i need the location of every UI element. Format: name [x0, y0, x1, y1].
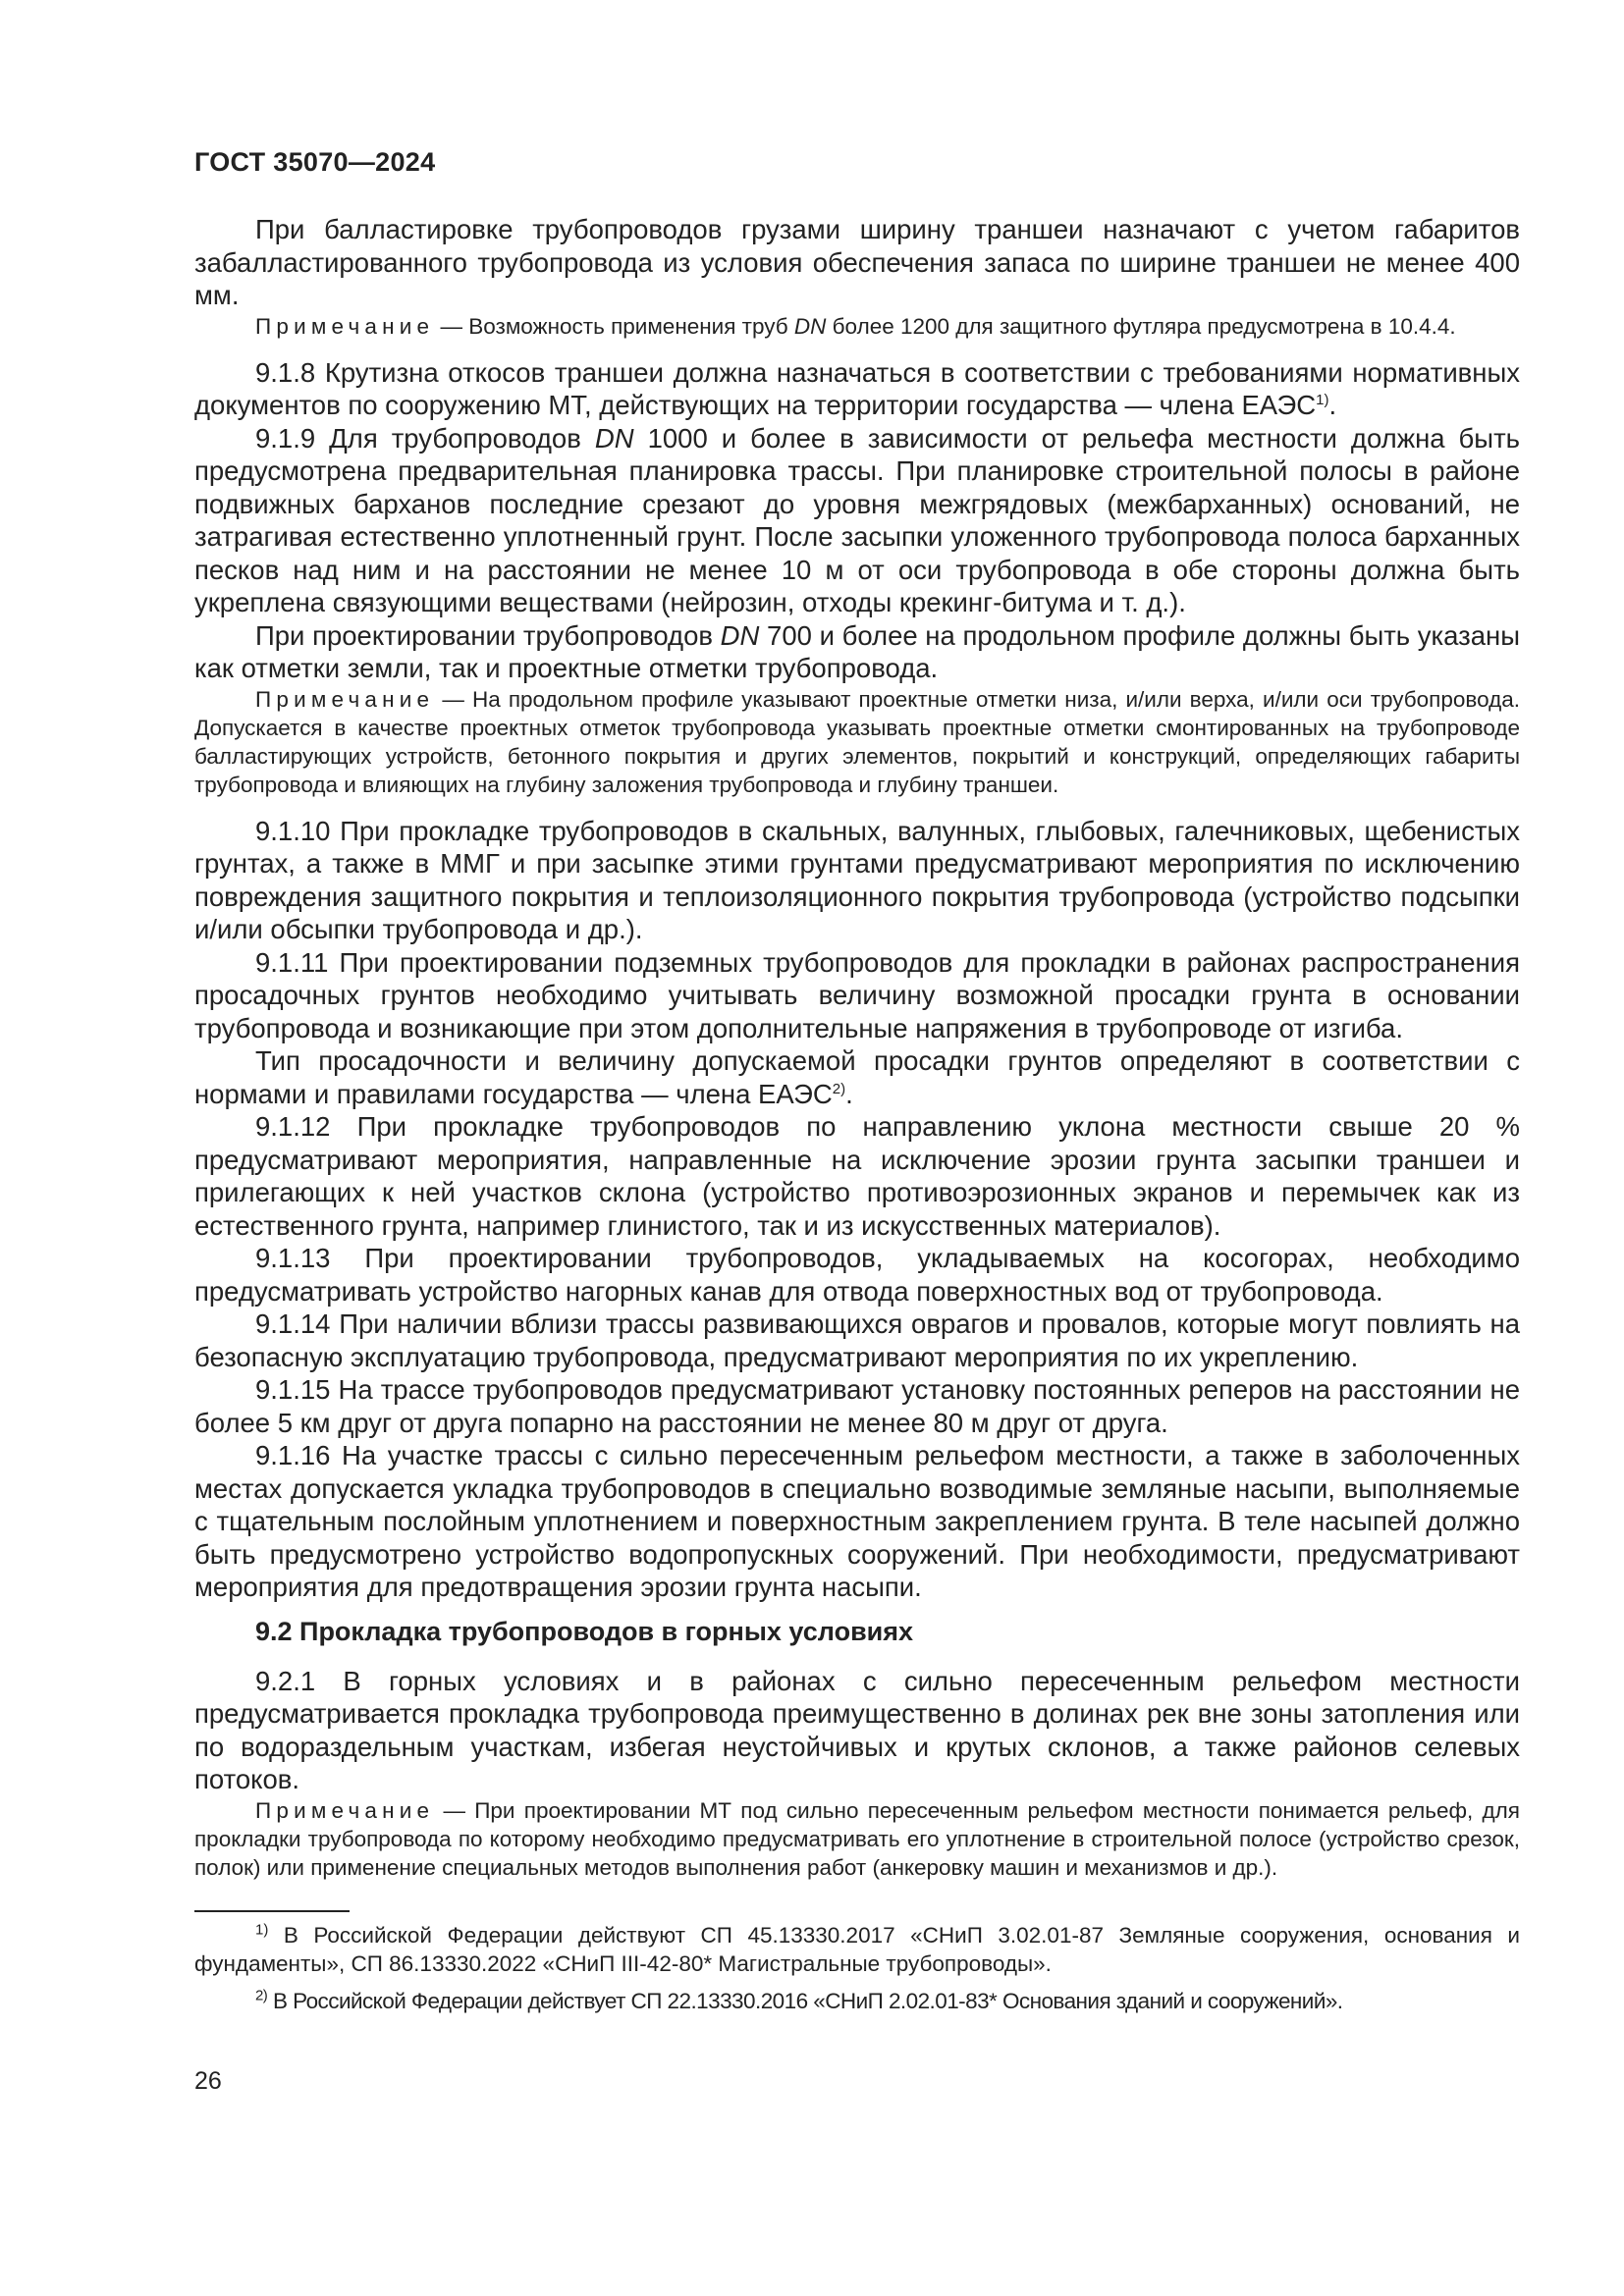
- paragraph-9-1-16: 9.1.16 На участке трассы с сильно пересеченным рельефом местности, а также в заболоченных местах допускается укладка трубопроводов в специально возводимые земляные насыпи, выполняемые с тщательным послойным уплотнением и поверхностным закреплением грунта. В теле насыпей должно быть предусмотрено устройство водопропускных сооружений. При необходимости, предусматривают мероприятия для предотвращения эрозии грунта насыпи.: [194, 1440, 1520, 1602]
- footnote-ref-1: 1): [1316, 391, 1329, 408]
- paragraph-ballast: При балластировке трубопроводов грузами ширину траншеи назначают с учетом габаритов забалластированного трубопровода из условия обеспечения запаса по ширине траншеи не менее 400 мм.: [194, 214, 1520, 310]
- paragraph-subsidence-type: Тип просадочности и величину допускаемой просадки грунтов определяют в соответствии с нормами и правилами государства — члена ЕАЭС$^{2)}$.: [194, 1045, 1520, 1109]
- page-number: 26: [194, 2067, 222, 2095]
- paragraph-9-1-8: 9.1.8 Крутизна откосов траншеи должна назначаться в соответствии с требованиями нормативных документов по сооружению МТ, действующих на территории государства — члена ЕАЭС$^{1)}$.: [194, 356, 1520, 420]
- note-label: Примечание: [255, 686, 435, 712]
- paragraph-9-1-13: 9.1.13 При проектировании трубопроводов, укладываемых на косогорах, необходимо предусматривать устройство нагорных канав для отвода поверхностных вод от трубопровода.: [194, 1243, 1520, 1307]
- paragraph-9-1-9: 9.1.9 Для трубопроводов DN 1000 и более в зависимости от рельефа местности должна быть предусмотрена предварительная планировка трассы. При планировке строительной полосы в районе подвижных барханов последние срезают до уровня межгрядовых (межбарханных) оснований, не затрагивая естественно уплотненный грунт. После засыпки уложенного трубопровода полоса барханных песков над ним и на расстоянии не менее 10 м от оси трубопровода в обе стороны должна быть укреплена связующими веществами (нейрозин, отходы крекинг-битума и т. д.).: [194, 422, 1521, 617]
- paragraph-9-1-11: 9.1.11 При проектировании подземных трубопроводов для прокладки в районах распространения просадочных грунтов необходимо учитывать величину возможной просадки грунта в основании трубопровода и возникающие при этом дополнительные напряжения в трубопроводе от изгиба.: [194, 946, 1520, 1043]
- note-label: Примечание: [255, 313, 435, 339]
- document-page: [194, 147, 1520, 2024]
- paragraph-9-1-15: 9.1.15 На трассе трубопроводов предусматривают установку постоянных реперов на расстоянии не более 5 км друг от друга попарно на расстоянии не менее 80 м друг от друга.: [194, 1374, 1520, 1438]
- paragraph-9-1-14: 9.1.14 При наличии вблизи трассы развивающихся оврагов и провалов, которые могут повлиять на безопасную эксплуатацию трубопровода, предусматривают мероприятия по их укреплению.: [194, 1308, 1520, 1372]
- paragraph-profile: При проектировании трубопроводов DN 700 и более на продольном профиле должны быть указаны как отметки земли, так и проектные отметки трубопровода.: [194, 619, 1521, 683]
- document-header: ГОСТ 35070—2024: [194, 147, 436, 177]
- paragraph-9-1-10: 9.1.10 При прокладке трубопроводов в скальных, валунных, глыбовых, галечниковых, щебенистых грунтах, а также в ММГ и при засыпке этими грунтами предусматривают мероприятия по исключению повреждения защитного покрытия и теплоизоляционного покрытия трубопровода (устройство подсыпки и/или обсыпки трубопровода и др.).: [194, 815, 1520, 944]
- note-rugged-terrain: Примечание — При проектировании МТ под сильно пересеченным рельефом местности понимается рельеф, для прокладки трубопровода по которому необходимо предусматривать его уплотнение в строительной полосе (устройство срезок, полок) или применение специальных методов выполнения работ (анкеровку машин и механизмов и др.).: [194, 1797, 1520, 1880]
- paragraph-9-1-12: 9.1.12 При прокладке трубопроводов по направлению уклона местности свыше 20 % предусматривают мероприятия, направленные на исключение эрозии грунта засыпки траншеи и прилегающих к ней участков склона (устройство противоэрозионных экранов и перемычек как из естественного грунта, например глинистого, так и из искусственных материалов).: [194, 1111, 1520, 1241]
- paragraph-9-2-1: 9.2.1 В горных условиях и в районах с сильно пересеченным рельефом местности предусматривается прокладка трубопровода преимущественно в долинах рек вне зоны затопления или по водораздельным участкам, избегая неустойчивых и крутых склонов, а также районов селевых потоков.: [194, 1665, 1520, 1794]
- footnote-2: $^{2)}$ В Российской Федерации действует СП 22.13330.2016 «СНиП 2.02.01-83* Основания зданий и сооружений».: [255, 1987, 1343, 2013]
- note-label: Примечание: [255, 1797, 435, 1823]
- note-protective-casing: Примечание — Возможность применения труб DN более 1200 для защитного футляра предусмотрена в 10.4.4.: [255, 313, 1456, 339]
- footnote-1: $^{1)}$ В Российской Федерации действуют СП 45.13330.2017 «СНиП 3.02.01-87 Земляные сооружения, основания и фундаменты», СП 86.13330.2022 «СНиП III-42-80* Магистральные трубопроводы».: [194, 1921, 1520, 1976]
- footnote-divider: [194, 1910, 350, 1912]
- footnote-ref-2: 2): [832, 1080, 846, 1097]
- section-heading-9-2: 9.2 Прокладка трубопроводов в горных условиях: [255, 1616, 914, 1646]
- note-profile-marks: Примечание — На продольном профиле указывают проектные отметки низа, и/или верха, и/или оси трубопровода. Допускается в качестве проектных отметок трубопровода указывать проектные отметки смонтированных на трубопроводе балластирующих устройств, бетонного покрытия и других элементов, покрытий и конструкций, определяющих габариты трубопровода и влияющих на глубину заложения трубопровода и глубину траншеи.: [194, 686, 1520, 797]
